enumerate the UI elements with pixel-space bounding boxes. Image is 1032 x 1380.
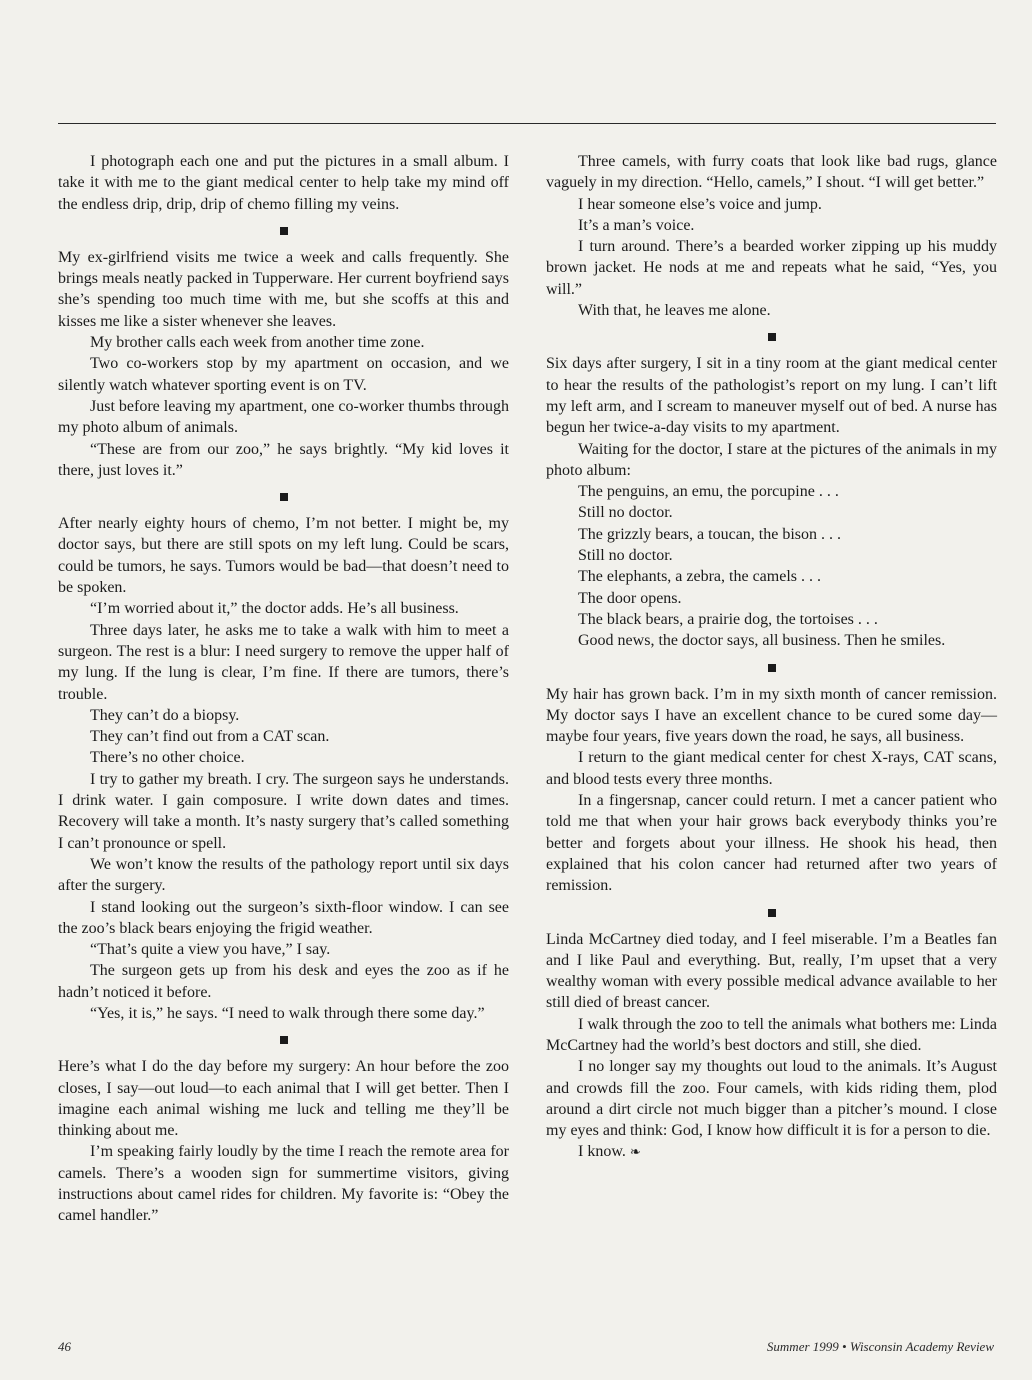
header-rule (58, 123, 996, 124)
paragraph: Linda McCartney died today, and I feel miserable. I’m a Beatles fan and I like Paul and everything. But, really, I’m upset that a very wealthy woman with every possible medical advance available to her still died of breast cancer. (546, 930, 997, 1012)
paragraph: Three days later, he asks me to take a walk with him to meet a surgeon. The rest is a blur: I need surgery to remove the upper half of my lung. If the lung is clear, I’m fine. If there are tumors, there’s trouble. (58, 621, 509, 703)
paragraph: The surgeon gets up from his desk and eyes the zoo as if he hadn’t noticed it before. (58, 962, 509, 1001)
paragraph: My hair has grown back. I’m in my sixth month of cancer remission. My doctor says I have an excellent chance to be cured some day—maybe four years, five years down the road, he says, all business. (546, 685, 997, 746)
paragraph: The door opens. (578, 589, 682, 607)
section-separator (58, 1024, 509, 1056)
paragraph: They can’t find out from a CAT scan. (90, 728, 330, 746)
paragraph: Six days after surgery, I sit in a tiny room at the giant medical center to hear the results of the pathologist’s report on my lung. I can’t lift my left arm, and I scream to maneuver myself out of bed. A nurse has begun her twice-a-day visits to my apartment. (546, 355, 997, 437)
section-separator (58, 215, 509, 247)
square-bullet-icon (280, 493, 288, 501)
paragraph: After nearly eighty hours of chemo, I’m not better. I might be, my doctor says, but there are still spots on my left lung. Could be scars, could be tumors, he says. Tumors would be bad—that doesn’t need to be spoken. (58, 515, 509, 597)
paragraph: Good news, the doctor says, all business. Then he smiles. (578, 632, 946, 650)
square-bullet-icon (768, 664, 776, 672)
paragraph: The grizzly bears, a toucan, the bison . . . (578, 525, 842, 543)
section-separator (58, 481, 509, 513)
paragraph: They can’t do a biopsy. (90, 706, 240, 724)
paragraph: Here’s what I do the day before my surgery: An hour before the zoo closes, I say—out loud—to each animal that I will get better. Then I imagine each animal wishing me luck and telling me they’ll be thinking about me. (58, 1058, 509, 1140)
square-bullet-icon (280, 227, 288, 235)
paragraph: I hear someone else’s voice and jump. (578, 195, 822, 213)
journal-footer: Summer 1999 • Wisconsin Academy Review (766, 1339, 994, 1354)
paragraph: Still no doctor. (578, 504, 673, 522)
paragraph: My ex-girlfriend visits me twice a week and calls frequently. She brings meals neatly packed in Tupperware. Her current boyfriend says she’s spending too much time with me, but she scoffs at this and kisses me like a sister whenever she leaves. (58, 248, 509, 330)
paragraph: The black bears, a prairie dog, the tortoises . . . (578, 610, 878, 628)
page-number: 46 (58, 1339, 71, 1354)
paragraph: I stand looking out the surgeon’s sixth-floor window. I can see the zoo’s black bears enjoying the frigid weather. (58, 898, 509, 937)
right-column (546, 151, 997, 1163)
paragraph: I return to the giant medical center for chest X-rays, CAT scans, and blood tests every three months. (546, 749, 997, 788)
paragraph: I’m speaking fairly loudly by the time I reach the remote area for camels. There’s a wooden sign for summertime visitors, giving instructions about camel rides for children. My favorite is: “Obey the camel handler.” (58, 1143, 509, 1225)
paragraph: Just before leaving my apartment, one co-worker thumbs through my photo album of animals. (58, 397, 509, 437)
paragraph: Three camels, with furry coats that look like bad rugs, glance vaguely in my direction. “Hello, camels,” I shout. “I will get better.” (546, 153, 997, 192)
square-bullet-icon (768, 909, 776, 917)
end-ornament-icon: ❧ (629, 1144, 641, 1160)
paragraph: I turn around. There’s a bearded worker zipping up his muddy brown jacket. He nods at me and repeats what he said, “Yes, you will.” (546, 238, 997, 298)
paragraph: I photograph each one and put the pictures in a small album. I take it with me to the giant medical center to help take my mind off the endless drip, drip, drip of chemo filling my veins. (58, 153, 509, 213)
paragraph: There’s no other choice. (90, 749, 245, 767)
paragraph: It’s a man’s voice. (578, 216, 695, 234)
paragraph: We won’t know the results of the pathology report until six days after the surgery. (58, 855, 509, 895)
paragraph: I walk through the zoo to tell the animals what bothers me: Linda McCartney had the world’s best doctors and still, she died. (546, 1015, 997, 1054)
paragraph: In a fingersnap, cancer could return. I met a cancer patient who told me that when your hair grows back everybody thinks you’re better and forgets about your illness. He shook his head, then explained that his colon cancer had returned after two years of remission. (546, 792, 997, 895)
paragraph: The penguins, an emu, the porcupine . . . (578, 483, 839, 501)
section-separator (546, 652, 997, 684)
paragraph: Waiting for the doctor, I stare at the pictures of the animals in my photo album: (546, 440, 997, 479)
final-line: I know. (578, 1143, 626, 1161)
paragraph: “These are from our zoo,” he says brightly. “My kid loves it there, just loves it.” (58, 440, 509, 479)
paragraph: Still no doctor. (578, 547, 673, 565)
paragraph: I no longer say my thoughts out loud to the animals. It’s August and crowds fill the zoo. Four camels, with kids riding them, plod around a dirt circle not much bigger than a pitcher’s mound. I close my eyes and think: God, I know how difficult it is for a person to die. (546, 1058, 997, 1140)
paragraph: “I’m worried about it,” the doctor adds. He’s all business. (90, 600, 459, 618)
paragraph: With that, he leaves me alone. (578, 302, 771, 320)
paragraph: “That’s quite a view you have,” I say. (90, 941, 331, 959)
paragraph: “Yes, it is,” he says. “I need to walk through there some day.” (90, 1004, 485, 1022)
square-bullet-icon (280, 1036, 288, 1044)
final-paragraph (546, 1141, 997, 1162)
section-separator (546, 321, 997, 353)
paragraph: The elephants, a zebra, the camels . . . (578, 568, 821, 586)
paragraph: My brother calls each week from another time zone. (90, 334, 425, 352)
left-column (58, 151, 509, 1227)
paragraph: Two co-workers stop by my apartment on occasion, and we silently watch whatever sporting event is on TV. (58, 355, 509, 394)
section-separator (546, 897, 997, 929)
paragraph: I try to gather my breath. I cry. The surgeon says he understands. I drink water. I gain composure. I write down dates and times. Recovery will take a month. It’s nasty surgery that’s called something I can’t pronounce or spell. (58, 770, 509, 852)
square-bullet-icon (768, 333, 776, 341)
